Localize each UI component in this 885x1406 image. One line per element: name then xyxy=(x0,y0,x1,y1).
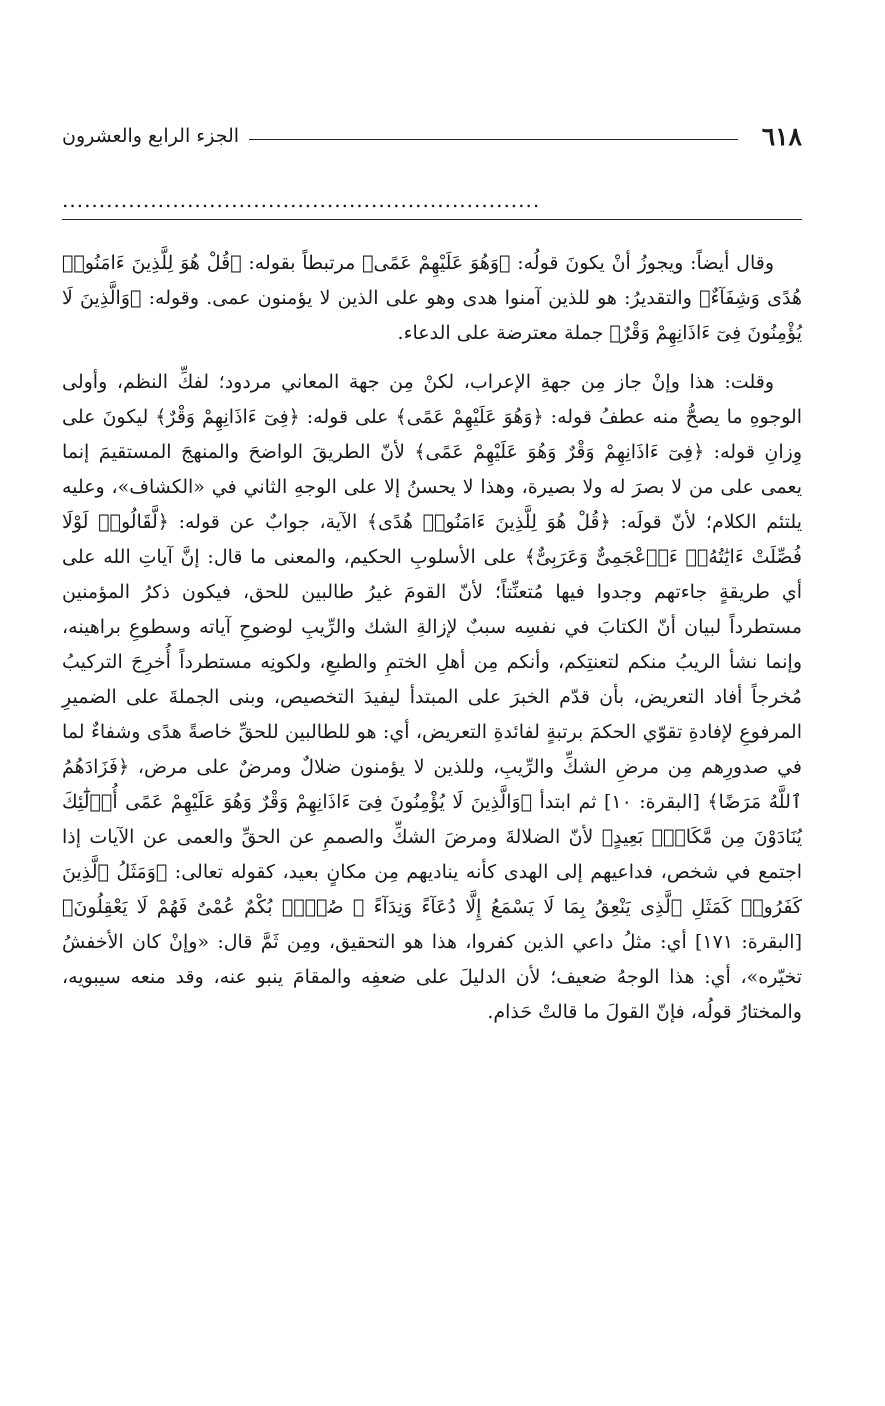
header-rule xyxy=(249,139,738,140)
footnote-dots: ................................................................. xyxy=(62,188,541,212)
footnote-rule xyxy=(62,219,802,220)
running-title: الجزء الرابع والعشرون xyxy=(62,124,240,147)
book-page xyxy=(62,0,802,1406)
paragraph-2: وقلت: هذا وإنْ جاز مِن جهةِ الإعراب، لكنْ مِن جهة المعاني مردود؛ لفكِّ النظم، وأولى الوجوهِ ما يصحُّ منه عطفُ قوله: ﴿وَهُوَ عَلَيْهِمْ عَمًى﴾ على قوله: ﴿فِىٓ ءَاذَانِهِمْ وَقْرٌ﴾ ليكونَ على وِزانِ قوله: ﴿فِىٓ ءَاذَانِهِمْ وَقْرٌ وَهُوَ عَلَيْهِمْ عَمًى﴾ لأنّ الطريقَ الواضحَ والمنهجَ المستقيمَ إنما يعمى على من لا بصرَ له ولا بصيرة، وهذا لا يحسنُ إلا على الوجهِ الثاني في «الكشاف»، وعليه يلتئم الكلام؛ لأنّ قولَه: ﴿قُلْ هُوَ لِلَّذِينَ ءَامَنُوا۟ هُدًى﴾ الآية، جوابٌ عن قوله: ﴿لَّقَالُوا۟ لَوْلَا فُصِّلَتْ ءَايَٰتُهُۥٓ ءَا۬عْجَمِىٌّ وَعَرَبِىٌّ﴾ على الأسلوبِ الحكيم، والمعنى ما قال: إنَّ آياتِ الله على أي طريقةٍ جاءتهم وجدوا فيها مُتعنِّتاً؛ لأنّ القومَ غيرُ طالبين للحق، فيكون ذكرُ المؤمنين مستطرداً لبيان أنّ الكتابَ في نفسِه سببٌ لإزالةِ الشك والرِّيبِ لوضوحِ آياته وسطوعِ براهينه، وإنما نشأ الريبُ منكم لتعنتِكم، وأنكم مِن أهلِ الختمِ والطبعِ، ولكونِه مستطرداً أُخرِجَ التركيبُ مُخرجاً أفاد التعريض، بأن قدّم الخبرَ على المبتدأ ليفيدَ التخصيص، وبنى الجملةَ على الضميرِ المرفوعِ لإفادةِ تقوّي الحكمَ برتبةٍ لفائدةِ التعريض، أي: هو للطالبين للحقِّ خاصةً هدًى وشفاءٌ لما في صدورِهم مِن مرضِ الشكِّ والرِّيبِ، وللذين لا يؤمنون ضلالٌ ومرضٌ على مرض، ﴿فَزَادَهُمُ ٱللَّهُ مَرَضًا﴾ [البقرة: ١٠] ثم ابتدأ ﴿وَالَّذِينَ لَا يُؤْمِنُونَ فِىٓ ءَاذَانِهِمْ وَقْرٌ وَهُوَ عَلَيْهِمْ عَمًى أُو۟لَٰٓئِكَ يُنَادَوْنَ مِن مَّكَانٍۭ بَعِيدٍ﴾ لأنّ الضلالةَ ومرضَ الشكِّ والصممِ عن الحقِّ والعمى عن الآيات إذا اجتمع في شخص، فداعيهم إلى الهدى كأنه يناديهم مِن مكانٍ بعيد، كقوله تعالى: ﴿وَمَثَلُ ٱلَّذِينَ كَفَرُوا۟ كَمَثَلِ ٱلَّذِى يَنْعِقُ بِمَا لَا يَسْمَعُ إِلَّا دُعَآءً وَنِدَآءً ۚ صُمٌّۢ بُكْمٌ عُمْىٌ فَهُمْ لَا يَعْقِلُونَ﴾ [البقرة: ١٧١] أي: مثلُ داعي الذين كفروا، هذا هو التحقيق، ومِن ثَمَّ قال: «وإنْ كان الأخفشُ تخيّره»، أي: هذا الوجهُ ضعيف؛ لأن الدليلَ على ضعفِه والمقامَ ينبو عنه، وقد منعه سيبويه، والمختارُ قولُه، فإنّ القولَ ما قالتْ حَذام. xyxy=(62,371,803,1023)
running-head xyxy=(62,118,802,154)
page-number: ٦١٨ xyxy=(761,121,802,151)
footnote-separator xyxy=(62,186,802,226)
paragraph-1: وقال أيضاً: ويجوزُ أنْ يكونَ قولُه: ﴿وَهُوَ عَلَيْهِمْ عَمًى﴾ مرتبطاً بقوله: ﴿قُلْ هُوَ لِلَّذِينَ ءَامَنُوا۟ هُدًى وَشِفَآءٌ﴾ والتقديرُ: هو للذين آمنوا هدى وهو على الذين لا يؤمنون عمى. وقوله: ﴿وَالَّذِينَ لَا يُؤْمِنُونَ فِىٓ ءَاذَانِهِمْ وَقْرٌ﴾ جملة معترضة على الدعاء. xyxy=(62,252,802,344)
body-text xyxy=(62,246,802,1030)
